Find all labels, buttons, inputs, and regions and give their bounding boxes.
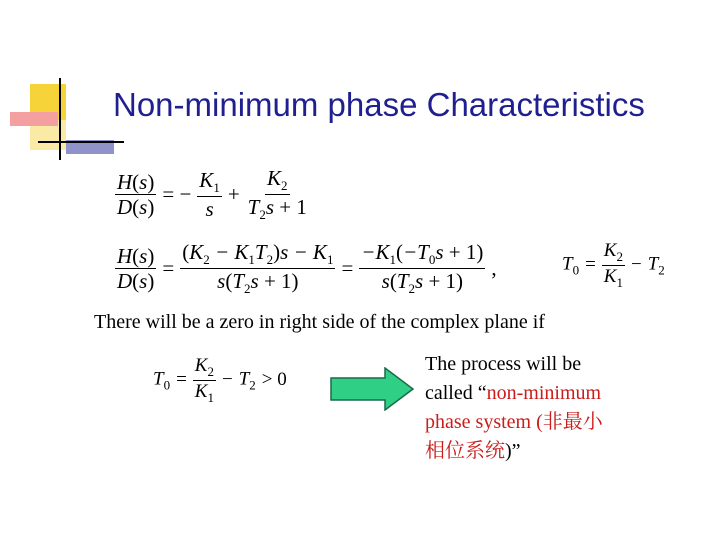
right-arrow-icon xyxy=(330,367,414,411)
process-line1: The process will be xyxy=(425,353,582,375)
process-line4-red: 相位系统 xyxy=(425,440,505,462)
deco-horizontal-line xyxy=(38,141,124,143)
process-line4-black: )” xyxy=(505,440,521,462)
equation-t0-definition: $T_0$ = $\frac{K_2}{K_1}$ − $T_2$ xyxy=(562,240,665,290)
process-description xyxy=(425,350,655,466)
process-line2-black: called “ xyxy=(425,382,487,404)
process-line2-red: non-minimum xyxy=(486,382,602,404)
equation-combined: $\frac{H(s)}{D(s)}$ = $\frac{(K_2 - K_1T_2)s - K_1}{s(T_2s + 1)}$ = $\frac{-K_1(-T_0s + 1)}{s(T_2s + 1)}$ , xyxy=(117,240,497,297)
page-title: Non-minimum phase Characteristics xyxy=(113,86,645,123)
equation-transfer-function: $\frac{H(s)}{D(s)}$ = − $\frac{K_1}{s}$ + $\frac{K_2}{T_2s + 1}$ xyxy=(117,166,307,223)
process-line3: phase system (非最小 xyxy=(425,411,603,433)
zero-condition-text: There will be a zero in right side of the complex plane if xyxy=(94,311,545,333)
equation-condition: $T_0$ = $\frac{K_2}{K_1}$ − $T_2 > 0$ xyxy=(153,355,287,405)
deco-vertical-line xyxy=(59,78,61,160)
deco-pink-bar xyxy=(10,112,58,126)
